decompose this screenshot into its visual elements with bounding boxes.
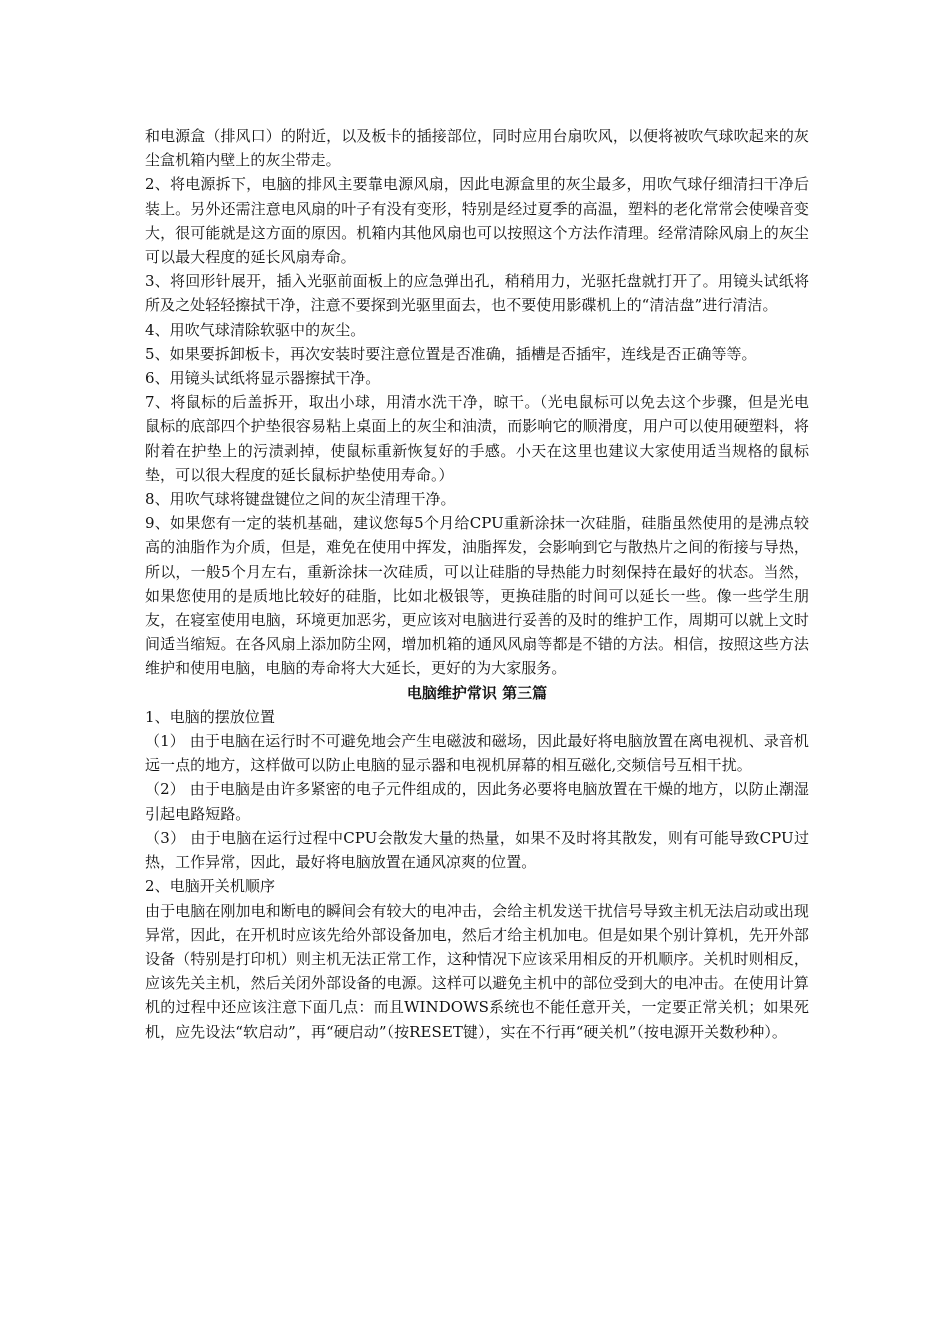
paragraph-step-6-monitor: 6、用镜头试纸将显示器擦拭干净。 <box>145 369 381 388</box>
paragraph-step-9-thermal-paste: 9、如果您有一定的装机基础，建议您每5个月给CPU重新涂抹一次硅脂，硅脂虽然使用的是沸点较高的油脂作为介质，但是，难免在使用中挥发，油脂挥发，会影响到它与散热片之间的衔接与导热，所以，一般5个月左右，重新涂抹一次硅质，可以让硅脂的导热能力时刻保持在最好的状态。当然，如果您使用的是质地比较好的硅脂，比如北极银等，更换硅脂的时间可以延长一些。像一些学生朋友，在寝室使用电脑，环境更加恶劣，更应该对电脑进行妥善的及时的维护工作，周期可以就上文时间适当缩短。在各风扇上添加防尘网，增加机箱的通风风扇等都是不错的方法。相信，按照这些方法维护和使用电脑，电脑的寿命将大大延长，更好的为大家服务。 <box>145 514 809 678</box>
paragraph-placement-1: （1） 由于电脑在运行时不可避免地会产生电磁波和磁场，因此最好将电脑放置在离电视机、录音机远一点的地方，这样做可以防止电脑的显示器和电视机屏幕的相互磁化,交频信号互相干扰。 <box>145 732 809 775</box>
paragraph-power-order-body: 由于电脑在刚加电和断电的瞬间会有较大的电冲击，会给主机发送干扰信号导致主机无法启动或出现异常，因此，在开机时应该先给外部设备加电，然后才给主机加电。但是如果个别计算机，先开外部设备（特别是打印机）则主机无法正常工作，这种情况下应该采用相反的开机顺序。关机时则相反，应该先关主机，然后关闭外部设备的电源。这样可以避免主机中的部位受到大的电冲击。在使用计算机的过程中还应该注意下面几点：而且WINDOWS系统也不能任意开关，一定要正常关机；如果死机，应先设法“软启动”，再“硬启动”（按RESET键），实在不行再“硬关机”（按电源开关数秒种）。 <box>145 901 809 1041</box>
paragraph-step-8-keyboard: 8、用吹气球将键盘键位之间的灰尘清理干净。 <box>145 490 456 509</box>
paragraph-step-5-cards: 5、如果要拆卸板卡，再次安装时要注意位置是否准确，插槽是否插牢，连线是否正确等等。 <box>145 344 757 363</box>
paragraph-step-7-mouse: 7、将鼠标的后盖拆开，取出小球，用清水洗干净，晾干。（光电鼠标可以免去这个步骤，但是光电鼠标的底部四个护垫很容易粘上桌面上的灰尘和油渍，而影响它的顺滑度，用户可以使用硬塑料，将附着在护垫上的污渍剥掉，使鼠标重新恢复好的手感。小天在这里也建议大家使用适当规格的鼠标垫，可以很大程度的延长鼠标护垫使用寿命。） <box>145 393 809 484</box>
paragraph-placement-3: （3） 由于电脑在运行过程中CPU会散发大量的热量，如果不及时将其散发，则有可能导致CPU过热，工作异常，因此，最好将电脑放置在通风凉爽的位置。 <box>145 828 809 872</box>
paragraph-dust-removal-cont: 和电源盒（排风口）的附近，以及板卡的插接部位，同时应用台扇吹风，以便将被吹气球吹起来的灰尘盒机箱内壁上的灰尘带走。 <box>145 127 809 170</box>
paragraph-placement-heading: 1、电脑的摆放位置 <box>145 707 275 726</box>
paragraph-power-order-heading: 2、电脑开关机顺序 <box>145 877 275 896</box>
paragraph-step-4-floppy: 4、用吹气球清除软驱中的灰尘。 <box>145 320 366 339</box>
paragraph-step-3-optical-drive: 3、将回形针展开，插入光驱前面板上的应急弹出孔，稍稍用力，光驱托盘就打开了。用镜头试纸将所及之处轻轻擦拭干净，注意不要探到光驱里面去，也不要使用影碟机上的“清洁盘”进行清洁。 <box>145 272 809 315</box>
paragraph-step-2-power-supply: 2、将电源拆下，电脑的排风主要靠电源风扇，因此电源盒里的灰尘最多，用吹气球仔细清扫干净后装上。另外还需注意电风扇的叶子有没有变形，特别是经过夏季的高温，塑料的老化常常会使噪音变大，很可能就是这方面的原因。机箱内其他风扇也可以按照这个方法作清理。经常清除风扇上的灰尘可以最大程度的延长风扇寿命。 <box>145 175 809 267</box>
document-page <box>145 124 809 1044</box>
paragraph-placement-2: （2） 由于电脑是由许多紧密的电子元件组成的，因此务必要将电脑放置在干燥的地方，以防止潮湿引起电路短路。 <box>145 780 809 823</box>
section-title: 电脑维护常识 第三篇 <box>406 683 548 702</box>
